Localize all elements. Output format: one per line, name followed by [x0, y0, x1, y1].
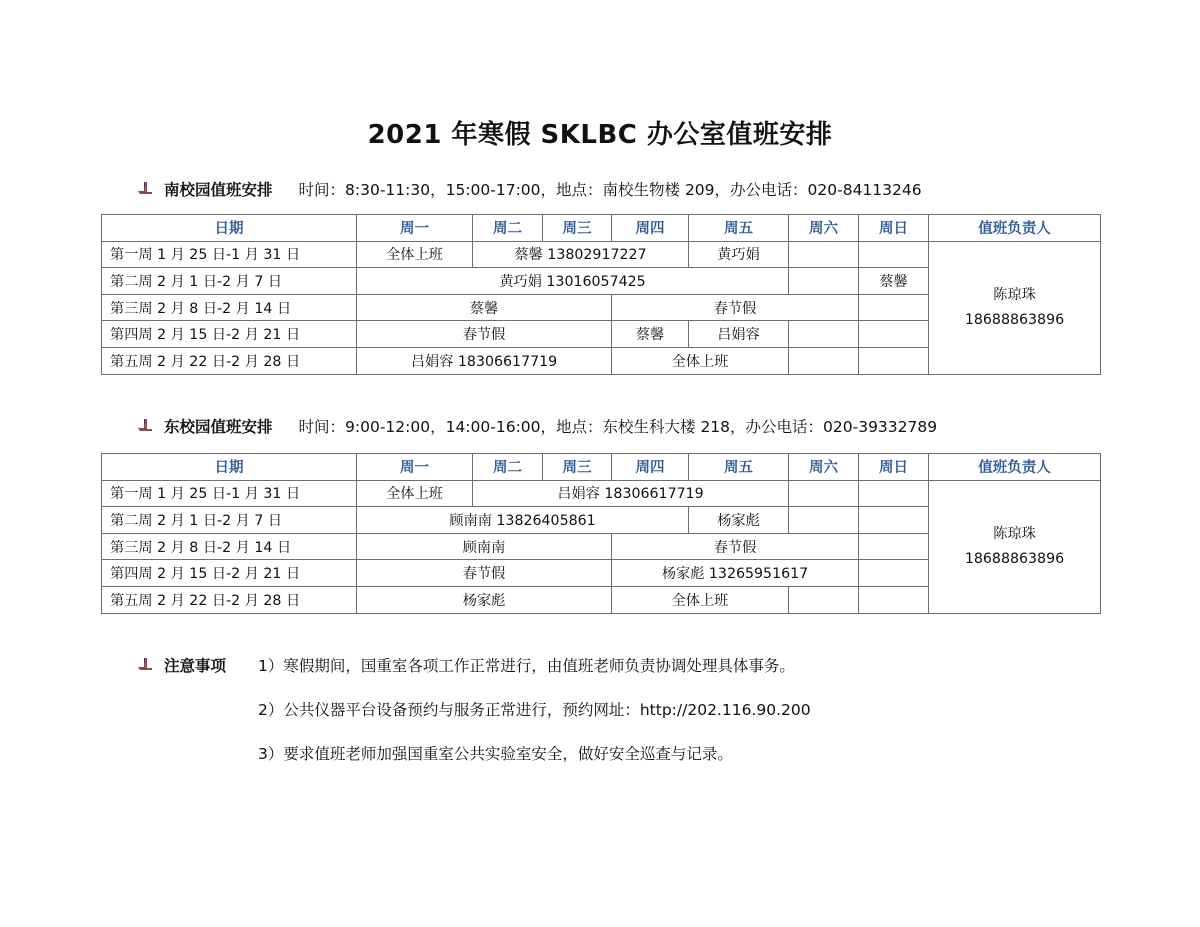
duty-cell: 春节假 — [357, 321, 612, 348]
duty-cell: 蔡馨 — [357, 294, 612, 321]
header-cell: 周二 — [473, 215, 543, 242]
duty-cell: 杨家彪 — [689, 507, 789, 534]
duty-cell: 杨家彪 13265951617 — [612, 560, 859, 587]
week-cell: 第一周 1 月 25 日-1 月 31 日 — [102, 480, 357, 507]
arrow-bullet-icon — [136, 657, 156, 673]
table-header-row — [102, 454, 1101, 481]
duty-cell — [789, 507, 859, 534]
duty-cell — [859, 586, 929, 613]
duty-cell — [859, 560, 929, 587]
duty-cell: 全体上班 — [357, 241, 473, 268]
table-header-row — [102, 215, 1101, 242]
week-cell: 第三周 2 月 8 日-2 月 14 日 — [102, 533, 357, 560]
duty-cell — [789, 347, 859, 374]
header-cell: 周三 — [543, 215, 612, 242]
section-title: 南校园值班安排 — [164, 181, 273, 199]
header-cell: 周日 — [859, 454, 929, 481]
week-cell: 第五周 2 月 22 日-2 月 28 日 — [102, 347, 357, 374]
manager-cell — [929, 480, 1101, 613]
east-duty-table — [101, 453, 1101, 614]
week-cell: 第一周 1 月 25 日-1 月 31 日 — [102, 241, 357, 268]
south-duty-table — [101, 214, 1101, 375]
duty-cell: 蔡馨 13802917227 — [473, 241, 689, 268]
week-cell: 第二周 2 月 1 日-2 月 7 日 — [102, 268, 357, 295]
header-cell: 周日 — [859, 215, 929, 242]
duty-cell: 蔡馨 — [859, 268, 929, 295]
header-cell: 周六 — [789, 454, 859, 481]
header-cell: 值班负责人 — [929, 454, 1101, 481]
manager-phone: 18688863896 — [964, 311, 1065, 328]
header-cell: 周五 — [689, 215, 789, 242]
table-row — [102, 241, 1101, 268]
week-cell: 第四周 2 月 15 日-2 月 21 日 — [102, 560, 357, 587]
arrow-bullet-icon — [136, 418, 156, 434]
duty-cell — [859, 241, 929, 268]
duty-cell: 顾南南 — [357, 533, 612, 560]
duty-cell: 吕娟容 18306617719 — [473, 480, 789, 507]
header-cell: 周五 — [689, 454, 789, 481]
header-cell: 周一 — [357, 454, 473, 481]
duty-cell: 春节假 — [612, 294, 859, 321]
duty-cell: 杨家彪 — [357, 586, 612, 613]
duty-cell — [859, 480, 929, 507]
section-title: 东校园值班安排 — [164, 418, 273, 436]
duty-cell — [789, 321, 859, 348]
duty-cell: 全体上班 — [612, 586, 789, 613]
header-cell: 周二 — [473, 454, 543, 481]
note-item: 3）要求值班老师加强国重室公共实验室安全，做好安全巡查与记录。 — [258, 745, 733, 763]
manager-phone: 18688863896 — [964, 550, 1065, 567]
header-cell: 值班负责人 — [929, 215, 1101, 242]
duty-cell — [859, 533, 929, 560]
header-cell: 周三 — [543, 454, 612, 481]
week-cell: 第二周 2 月 1 日-2 月 7 日 — [102, 507, 357, 534]
east-section-header — [136, 415, 937, 437]
manager-name: 陈琼珠 — [993, 525, 1036, 542]
manager-name: 陈琼珠 — [993, 286, 1036, 303]
header-cell: 周六 — [789, 215, 859, 242]
page-title: 2021 年寒假 SKLBC 办公室值班安排 — [367, 120, 833, 150]
duty-cell: 吕娟容 18306617719 — [357, 347, 612, 374]
header-cell: 周四 — [612, 454, 689, 481]
table-row — [102, 480, 1101, 507]
week-cell: 第三周 2 月 8 日-2 月 14 日 — [102, 294, 357, 321]
note-item: 1）寒假期间，国重室各项工作正常进行，由值班老师负责协调处理具体事务。 — [258, 657, 795, 675]
duty-cell — [789, 480, 859, 507]
duty-cell — [859, 294, 929, 321]
duty-cell: 顾南南 13826405861 — [357, 507, 689, 534]
header-cell: 周一 — [357, 215, 473, 242]
header-cell: 日期 — [102, 215, 357, 242]
manager-cell — [929, 241, 1101, 374]
duty-cell — [859, 321, 929, 348]
duty-cell: 黄巧娟 — [689, 241, 789, 268]
header-cell: 周四 — [612, 215, 689, 242]
duty-cell: 吕娟容 — [689, 321, 789, 348]
notes-label: 注意事项 — [164, 657, 227, 675]
duty-cell — [789, 268, 859, 295]
south-section-header — [136, 178, 922, 200]
note-item: 2）公共仪器平台设备预约与服务正常进行，预约网址：http://202.116.90.200 — [258, 701, 811, 719]
notes-header — [136, 654, 226, 676]
week-cell: 第四周 2 月 15 日-2 月 21 日 — [102, 321, 357, 348]
duty-cell: 黄巧娟 13016057425 — [357, 268, 789, 295]
duty-cell: 蔡馨 — [612, 321, 689, 348]
duty-cell — [859, 347, 929, 374]
duty-cell: 全体上班 — [357, 480, 473, 507]
duty-cell — [789, 586, 859, 613]
section-info: 时间：8:30-11:30，15:00-17:00，地点：南校生物楼 209，办公电话：020-84113246 — [298, 181, 922, 199]
arrow-bullet-icon — [136, 181, 156, 197]
duty-cell — [789, 241, 859, 268]
duty-cell: 春节假 — [612, 533, 859, 560]
duty-cell: 春节假 — [357, 560, 612, 587]
duty-cell: 全体上班 — [612, 347, 789, 374]
duty-cell — [859, 507, 929, 534]
week-cell: 第五周 2 月 22 日-2 月 28 日 — [102, 586, 357, 613]
header-cell: 日期 — [102, 454, 357, 481]
section-info: 时间：9:00-12:00，14:00-16:00，地点：东校生科大楼 218，办公电话：020-39332789 — [298, 418, 938, 436]
